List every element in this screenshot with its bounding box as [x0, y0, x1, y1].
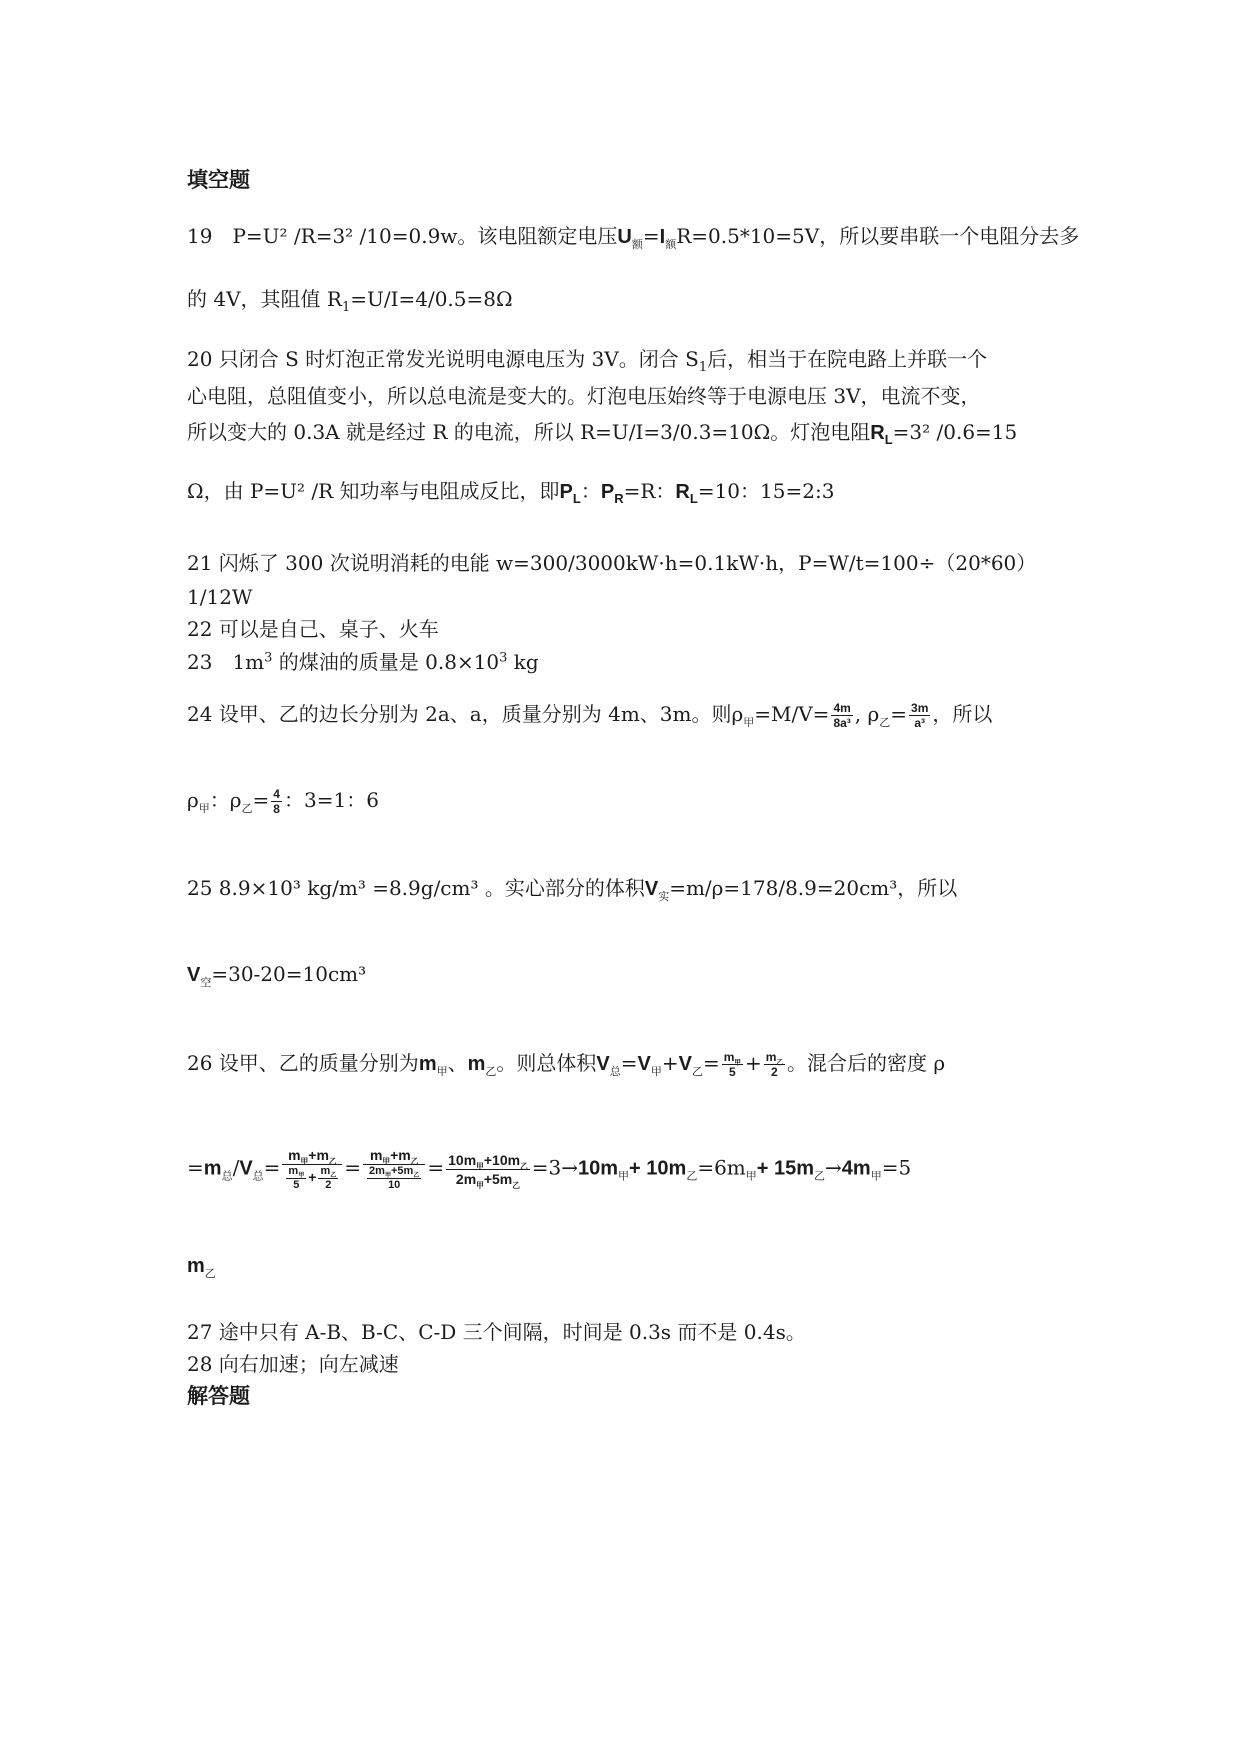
- answer-19-line-1: 19 P=U² /R=3² /10=0.9w。该电阻额定电压$U_额=I_额R=0.5*10=5V$，所以要串联一个电阻分去多: [187, 224, 1080, 251]
- section-heading-fill-in: 填空题: [187, 167, 250, 192]
- fraction-m-yi-over-2: $\frac{m_乙}{2}$: [765, 1050, 784, 1079]
- answer-20-line-2: 心电阻，总阻值变小，所以总电流是变大的。灯泡电压始终等于电源电压 3V，电流不变，: [187, 384, 981, 408]
- answer-20-line-1: 20 只闭合 S 时灯泡正常发光说明电源电压为 3V。闭合 $S_1$后，相当于在院电路上并联一个: [187, 347, 988, 375]
- fraction-3m-over-a3: $\frac{3m}{\text{a³}}$: [911, 701, 929, 730]
- compound-fraction-1: $m_甲+m_乙$ $\frac{m_甲}{5}$ + $\frac{m_乙}{2}$: [282, 1146, 342, 1192]
- compound-fraction-2: $\frac{m_甲+m_乙}{\frac{2m_甲+5m_乙}{10}}$: [363, 1146, 425, 1192]
- answer-25-line-2: $V_空=30-20=10cm^3$: [187, 962, 367, 989]
- answer-22: 22 可以是自己、桌子、火车: [187, 617, 439, 641]
- answer-21-line-1: 21 闪烁了 300 次说明消耗的电能 w=300/3000kW·h=0.1kW·h，P=W/t=100÷（20*60）: [187, 551, 1037, 575]
- answer-24-line-2: $\rho_甲$：$\rho_乙=$ $\frac{4}{8}$ ：3=1：6: [187, 787, 379, 816]
- fraction-4-over-8: $\frac{4}{8}$: [273, 787, 280, 816]
- answer-25-line-1: 25 8.9×10³ kg/m³ =8.9g/cm³ 。实心部分的体积$V_实=m/\rho=178/8.9=20cm^3$，所以: [187, 876, 958, 903]
- fraction-m-jia-over-5: $\frac{m_甲}{5}$: [723, 1050, 741, 1079]
- answer-27: 27 途中只有 A-B、B-C、C-D 三个间隔，时间是 0.3s 而不是 0.4s。: [187, 1320, 806, 1344]
- answer-26-line-1: 26 设甲、乙的质量分别为$m_甲$、$m_乙$。则总体积$V_总=V_甲+V_乙=$ $\frac{m_甲}{5}$ + $\frac{m_乙}{2}$ 。混合后的密度 ρ: [187, 1050, 946, 1079]
- fraction-4m-over-8a3: $\frac{4m}{\text{8a³}}$: [833, 701, 851, 730]
- answer-21-line-2: 1/12W: [187, 585, 253, 609]
- answer-23: 23 $1m^3$ 的煤油的质量是 $0.8\times 10^3$ kg: [187, 650, 539, 674]
- answer-20-line-3: 所以变大的 0.3A 就是经过 R 的电流，所以 R=U/I=3/0.3=10Ω。灯泡电阻$R_L=3^2$ /0.6=15: [187, 420, 1018, 447]
- answer-28: 28 向右加速；向左减速: [187, 1352, 399, 1376]
- answer-26-line-3: $m_乙$: [187, 1255, 216, 1280]
- answer-20-line-4: Ω，由 P=U² /R 知功率与电阻成反比，即$P_L$：$P_R=R$：$R_L=10$：15=2:3: [187, 479, 835, 506]
- section-heading-solutions: 解答题: [187, 1383, 250, 1408]
- answer-19-line-2: 的 4V，其阻值 $R_1=U/I=4/0.5=8\Omega$: [187, 287, 513, 315]
- answer-24-line-1: 24 设甲、乙的边长分别为 2a、a，质量分别为 4m、3m。则$\rho_甲=M/V=$ $\frac{4m}{\text{8a³}}$ , $\rho_乙=$ $\frac{3m}{\text{a³}}$ ，所以: [187, 701, 993, 730]
- compound-fraction-3: $\frac{10m_甲+10m_乙}{2m_甲+5m_乙}$: [448, 1151, 528, 1190]
- answer-26-line-2: $=m_总/V_总=$ $m_甲+m_乙$ $\frac{m_甲}{5}$ + $\frac{m_乙}{2}$ = $\frac{m_甲+m_乙}{\frac{2m_甲+5m_乙}{10}}$ = $\frac{10m_甲+10m_乙}{2m_甲+5m_乙}$ $=3\to 10m_甲+ 10m_乙=6m_甲+ 15m_乙\to 4m_甲=5$: [187, 1147, 912, 1191]
